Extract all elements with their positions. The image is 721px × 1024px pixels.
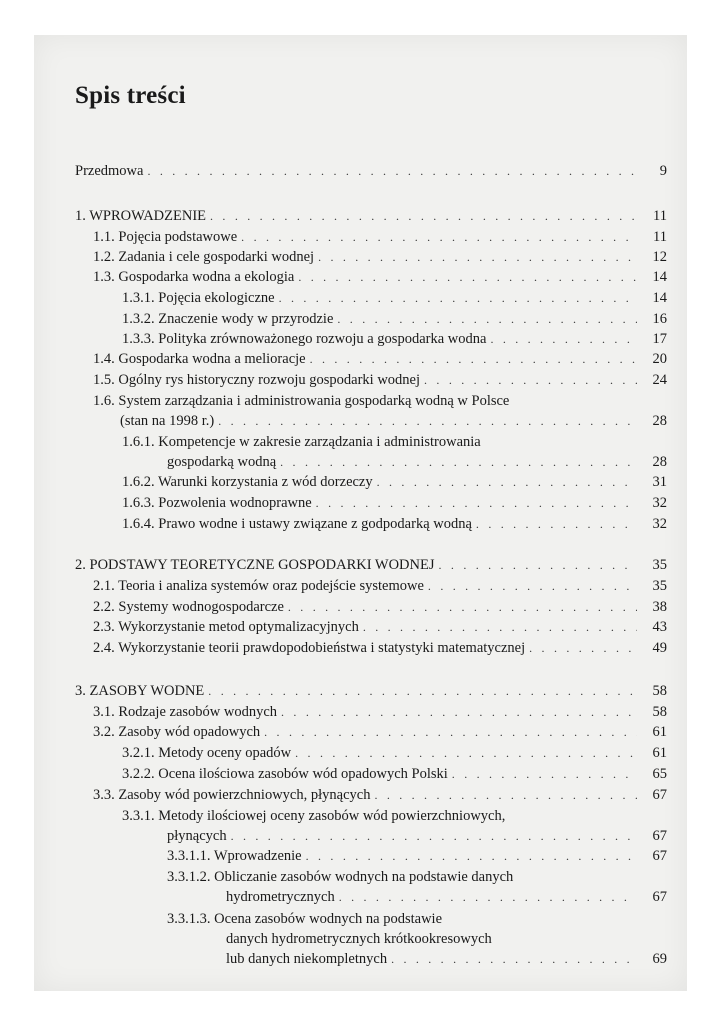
toc-entry-1-5 bbox=[93, 370, 667, 390]
dot-leader bbox=[310, 349, 637, 369]
dot-leader bbox=[337, 309, 637, 329]
toc-page-number: 14 bbox=[652, 290, 667, 306]
dot-leader bbox=[281, 702, 637, 722]
toc-entry-title: 1.6.2. Warunki korzystania z wód dorzeczy bbox=[122, 474, 373, 490]
dot-leader bbox=[339, 887, 637, 907]
dot-leader bbox=[241, 227, 637, 247]
dot-leader bbox=[428, 576, 637, 596]
toc-page-number: 28 bbox=[652, 454, 667, 470]
toc-entry-title: 1.6.3. Pozwolenia wodnoprawne bbox=[122, 495, 312, 511]
toc-entry-title: 1.5. Ogólny rys historyczny rozwoju gospodarki wodnej bbox=[93, 372, 421, 388]
toc-entry-1-2 bbox=[93, 247, 667, 267]
toc-entry-3-2 bbox=[93, 722, 667, 742]
dot-leader bbox=[208, 681, 637, 701]
toc-page-number: 32 bbox=[652, 495, 667, 511]
dot-leader bbox=[377, 472, 637, 492]
toc-page-number: 28 bbox=[652, 413, 667, 429]
toc-page-number: 32 bbox=[652, 516, 667, 532]
toc-entry-title: 2.4. Wykorzystanie teorii prawdopodobieństwa i statystyki matematycznej bbox=[93, 640, 526, 656]
dot-leader bbox=[231, 826, 637, 846]
toc-page-number: 38 bbox=[652, 599, 667, 615]
toc-page-number: 11 bbox=[653, 229, 667, 245]
toc-entry-title: 2. PODSTAWY TEORETYCZNE GOSPODARKI WODNEJ bbox=[75, 557, 435, 573]
toc-page-number: 24 bbox=[652, 372, 667, 388]
toc-entry-przedmowa bbox=[75, 161, 667, 181]
toc-page-number: 9 bbox=[659, 163, 667, 179]
dot-leader bbox=[210, 206, 637, 226]
toc-page-number: 67 bbox=[652, 787, 667, 803]
toc-entry-title: 1.3.1. Pojęcia ekologiczne bbox=[122, 290, 275, 306]
toc-entry-3-2-1 bbox=[122, 743, 667, 763]
toc-entry-chapter-2 bbox=[75, 555, 667, 575]
toc-entry-title: 1.3.3. Polityka zrównoważonego rozwoju a gospodarka wodna bbox=[122, 331, 487, 347]
toc-entry-title: płynących bbox=[167, 828, 227, 844]
toc-entry-title: 1.1. Pojęcia podstawowe bbox=[93, 229, 238, 245]
toc-entry-title: 1.6.4. Prawo wodne i ustawy związane z godpodarką wodną bbox=[122, 516, 472, 532]
toc-entry-title: 2.3. Wykorzystanie metod optymalizacyjnych bbox=[93, 619, 359, 635]
toc-entry-2-1 bbox=[93, 576, 667, 596]
toc-page-number: 20 bbox=[652, 351, 667, 367]
toc-page-number: 14 bbox=[652, 269, 667, 285]
toc-entry-title: 3.2. Zasoby wód opadowych bbox=[93, 724, 261, 740]
toc-entry-title: 3. ZASOBY WODNE bbox=[75, 683, 205, 699]
toc-page-number: 58 bbox=[652, 704, 667, 720]
toc-entry-3-1 bbox=[93, 702, 667, 722]
toc-entry-title: 1.3. Gospodarka wodna a ekologia bbox=[93, 269, 295, 285]
dot-leader bbox=[218, 411, 637, 431]
dot-leader bbox=[147, 161, 637, 181]
toc-entry-1-3 bbox=[93, 267, 667, 287]
toc-entry-title: 3.3. Zasoby wód powierzchniowych, płynących bbox=[93, 787, 371, 803]
toc-page-number: 61 bbox=[652, 724, 667, 740]
toc-page-number: 67 bbox=[652, 828, 667, 844]
toc-entry-title: lub danych niekompletnych bbox=[226, 951, 388, 967]
toc-entry-3-3-1-1 bbox=[167, 846, 667, 866]
toc-page-number: 31 bbox=[652, 474, 667, 490]
toc-entry-1-6-3 bbox=[122, 493, 667, 513]
toc-page-number: 17 bbox=[652, 331, 667, 347]
toc-page-number: 11 bbox=[653, 208, 667, 224]
toc-page-number: 69 bbox=[652, 951, 667, 967]
toc-entry-title: hydrometrycznych bbox=[226, 889, 335, 905]
toc-entry-1-6 bbox=[120, 411, 667, 431]
toc-entry-3-3-1 bbox=[167, 826, 667, 846]
toc-entry-3-3-1-2-title-line: 3.3.1.2. Obliczanie zasobów wodnych na podstawie danych bbox=[167, 869, 514, 885]
toc-page-number: 35 bbox=[652, 557, 667, 573]
toc-entry-1-3-1 bbox=[122, 288, 667, 308]
dot-leader bbox=[298, 267, 637, 287]
toc-entry-title: 2.1. Teoria i analiza systemów oraz podejście systemowe bbox=[93, 578, 424, 594]
dot-leader bbox=[280, 452, 637, 472]
dot-leader bbox=[476, 514, 637, 534]
toc-entry-title: 3.2.2. Ocena ilościowa zasobów wód opadowych Polski bbox=[122, 766, 448, 782]
toc-page-number: 35 bbox=[652, 578, 667, 594]
toc-entry-title: 1.3.2. Znaczenie wody w przyrodzie bbox=[122, 311, 334, 327]
dot-leader bbox=[490, 329, 637, 349]
toc-entry-1-1 bbox=[93, 227, 667, 247]
toc-entry-2-2 bbox=[93, 597, 667, 617]
toc-entry-title: 1. WPROWADZENIE bbox=[75, 208, 207, 224]
toc-page-number: 12 bbox=[652, 249, 667, 265]
toc-entry-2-4 bbox=[93, 638, 667, 658]
toc-entry-1-6-4 bbox=[122, 514, 667, 534]
toc-entry-3-3-1-2 bbox=[226, 887, 667, 907]
dot-leader bbox=[264, 722, 637, 742]
toc-entry-1-6-title-line: 1.6. System zarządzania i administrowania gospodarką wodną w Polsce bbox=[93, 393, 510, 409]
toc-page-number: 16 bbox=[652, 311, 667, 327]
dot-leader bbox=[424, 370, 637, 390]
toc-page-number: 67 bbox=[652, 848, 667, 864]
dot-leader bbox=[306, 846, 637, 866]
toc-page-number: 65 bbox=[652, 766, 667, 782]
toc-entry-3-3-1-3 bbox=[226, 949, 667, 969]
toc-entry-1-6-1-title-line: 1.6.1. Kompetencje w zakresie zarządzania i administrowania bbox=[122, 434, 481, 450]
toc-entry-1-6-1 bbox=[167, 452, 667, 472]
dot-leader bbox=[439, 555, 637, 575]
toc-entry-1-3-2 bbox=[122, 309, 667, 329]
dot-leader bbox=[363, 617, 637, 637]
dot-leader bbox=[452, 764, 637, 784]
toc-entry-3-3-1-3-title-line-1: 3.3.1.3. Ocena zasobów wodnych na podstawie bbox=[167, 911, 443, 927]
dot-leader bbox=[279, 288, 637, 308]
dot-leader bbox=[318, 247, 637, 267]
toc-entry-3-3-1-3-title-line-2: danych hydrometrycznych krótkookresowych bbox=[226, 931, 492, 947]
toc-entry-chapter-3 bbox=[75, 681, 667, 701]
toc-entry-title: Przedmowa bbox=[75, 163, 144, 179]
dot-leader bbox=[529, 638, 637, 658]
toc-entry-title: 3.3.1.1. Wprowadzenie bbox=[167, 848, 302, 864]
toc-entry-title: 3.2.1. Metody oceny opadów bbox=[122, 745, 292, 761]
toc-entry-chapter-1 bbox=[75, 206, 667, 226]
toc-entry-1-3-3 bbox=[122, 329, 667, 349]
toc-entry-title: gospodarką wodną bbox=[167, 454, 277, 470]
dot-leader bbox=[295, 743, 637, 763]
dot-leader bbox=[316, 493, 637, 513]
toc-entry-3-3 bbox=[93, 785, 667, 805]
toc-entry-2-3 bbox=[93, 617, 667, 637]
toc-entry-3-2-2 bbox=[122, 764, 667, 784]
toc-entry-title: (stan na 1998 r.) bbox=[120, 413, 215, 429]
toc-entry-1-6-2 bbox=[122, 472, 667, 492]
toc-entry-3-3-1-title-line: 3.3.1. Metody ilościowej oceny zasobów wód powierzchniowych, bbox=[122, 808, 506, 824]
toc-page-number: 67 bbox=[652, 889, 667, 905]
toc-entry-title: 2.2. Systemy wodnogospodarcze bbox=[93, 599, 284, 615]
toc-entry-title: 1.2. Zadania i cele gospodarki wodnej bbox=[93, 249, 315, 265]
toc-entry-1-4 bbox=[93, 349, 667, 369]
toc-entry-title: 3.1. Rodzaje zasobów wodnych bbox=[93, 704, 278, 720]
toc-page-number: 58 bbox=[652, 683, 667, 699]
toc-entry-title: 1.4. Gospodarka wodna a melioracje bbox=[93, 351, 306, 367]
toc-page-number: 49 bbox=[652, 640, 667, 656]
dot-leader bbox=[391, 949, 637, 969]
toc-page-number: 43 bbox=[652, 619, 667, 635]
toc-page-number: 61 bbox=[652, 745, 667, 761]
page-title: Spis treści bbox=[75, 82, 186, 109]
dot-leader bbox=[288, 597, 637, 617]
dot-leader bbox=[374, 785, 637, 805]
